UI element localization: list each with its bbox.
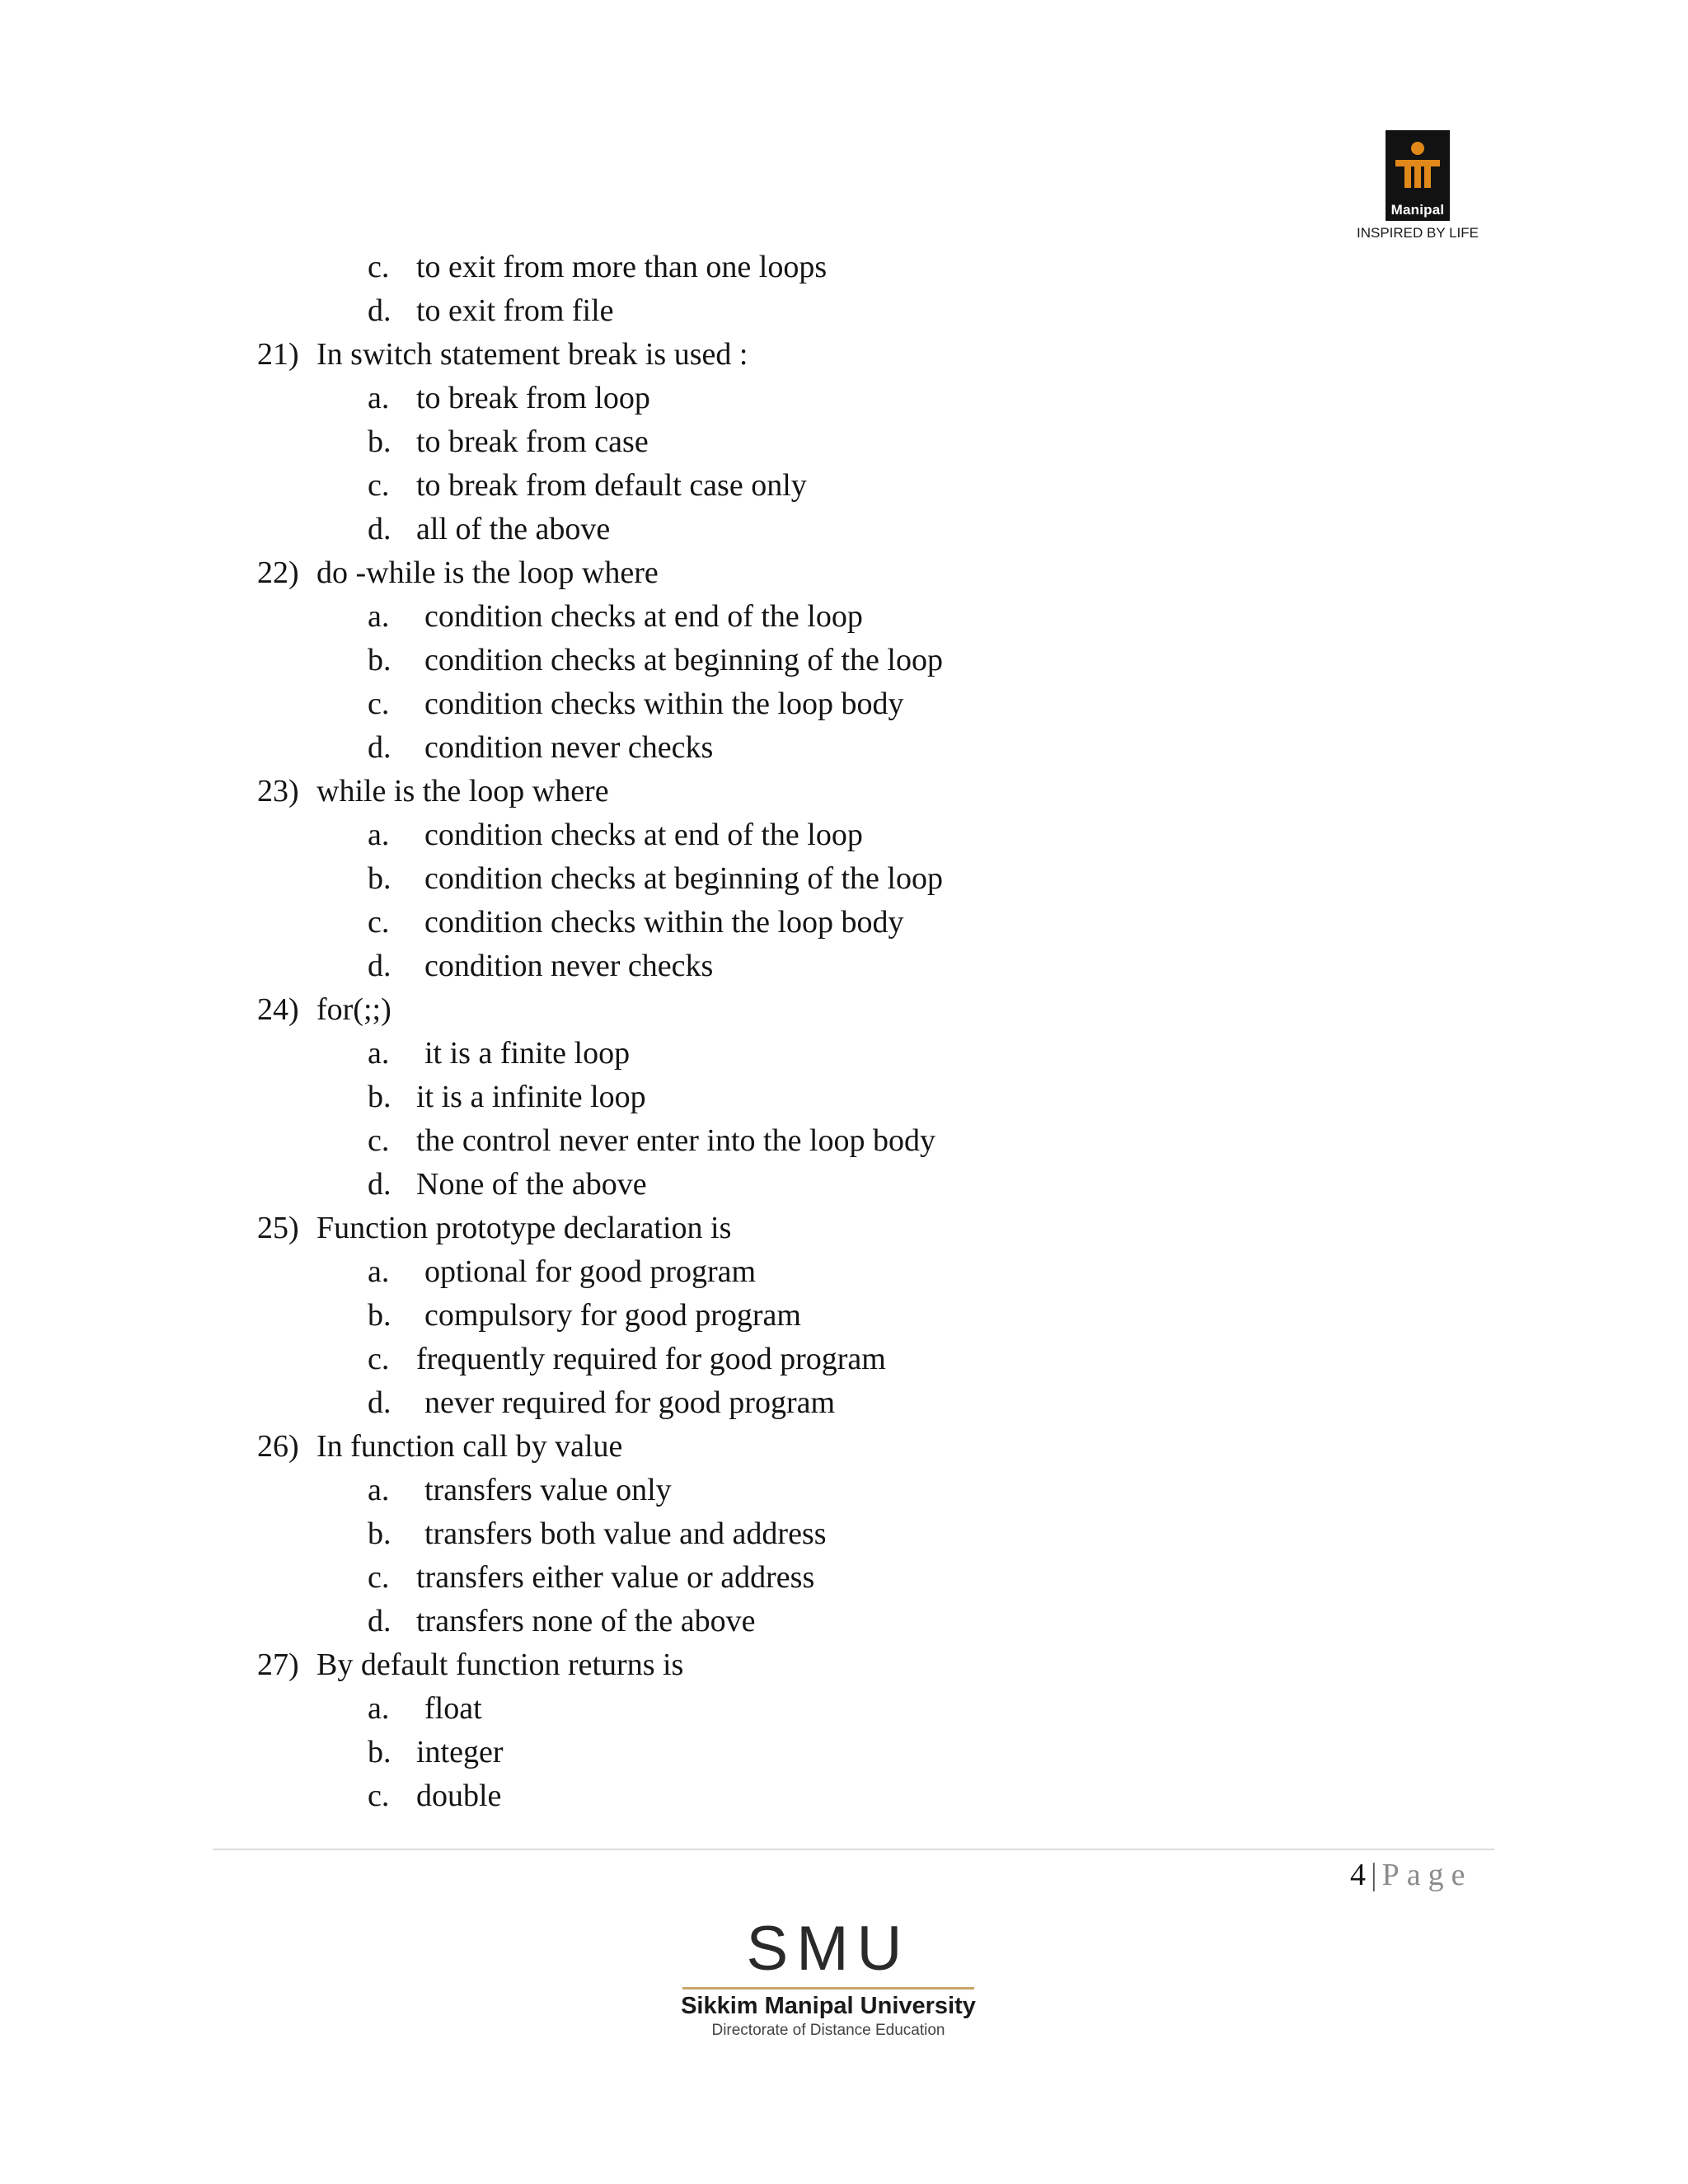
- option-text: transfers either value or address: [416, 1560, 815, 1595]
- option-letter: d.: [368, 512, 392, 546]
- option-line: [0, 944, 1154, 988]
- option-text: all of the above: [416, 512, 611, 546]
- question-number: 23): [257, 774, 299, 808]
- question-line: [0, 988, 1154, 1032]
- option-text: compulsory for good program: [424, 1298, 801, 1333]
- option-letter: a.: [368, 1691, 390, 1726]
- page-number-value: 4: [1350, 1858, 1366, 1892]
- option-line: [0, 1076, 1154, 1119]
- option-letter: d.: [368, 1385, 392, 1420]
- option-text: condition checks at end of the loop: [424, 599, 863, 634]
- question-text: do -while is the loop where: [316, 555, 659, 590]
- option-text: condition never checks: [424, 730, 714, 765]
- option-text: integer: [416, 1735, 504, 1769]
- option-text: the control never enter into the loop body: [416, 1123, 935, 1158]
- option-text: optional for good program: [424, 1254, 757, 1289]
- option-line: [0, 1163, 1154, 1207]
- option-letter: a.: [368, 1254, 390, 1289]
- option-line: [0, 1556, 1154, 1600]
- option-letter: c.: [368, 687, 390, 721]
- option-line: [0, 1032, 1154, 1076]
- option-text: it is a finite loop: [424, 1036, 631, 1071]
- option-letter: a.: [368, 1036, 390, 1071]
- question-number: 25): [257, 1211, 299, 1245]
- option-text: to break from default case only: [416, 468, 807, 503]
- option-line: [0, 246, 1154, 289]
- option-text: condition checks at beginning of the loop: [424, 861, 943, 896]
- question-number: 27): [257, 1647, 299, 1682]
- option-text: transfers both value and address: [424, 1516, 827, 1551]
- option-text: double: [416, 1779, 502, 1813]
- option-line: [0, 595, 1154, 639]
- option-text: frequently required for good program: [416, 1342, 886, 1376]
- option-line: [0, 1294, 1154, 1338]
- option-line: [0, 289, 1154, 333]
- option-text: condition never checks: [424, 949, 714, 983]
- option-text: condition checks within the loop body: [424, 687, 904, 721]
- logo-word: Manipal: [1390, 202, 1445, 218]
- option-letter: b.: [368, 1080, 392, 1114]
- page-number: [1350, 1852, 1472, 1898]
- option-text: condition checks within the loop body: [424, 905, 904, 940]
- option-letter: d.: [368, 949, 392, 983]
- option-letter: b.: [368, 861, 392, 896]
- option-letter: d.: [368, 293, 392, 328]
- option-text: transfers value only: [424, 1473, 672, 1507]
- question-number: 22): [257, 555, 299, 590]
- question-line: [0, 770, 1154, 813]
- option-line: [0, 639, 1154, 682]
- option-line: [0, 901, 1154, 944]
- option-letter: c.: [368, 1123, 390, 1158]
- option-text: transfers none of the above: [416, 1604, 756, 1638]
- option-line: [0, 1774, 1154, 1818]
- option-line: [0, 1469, 1154, 1512]
- option-line: [0, 726, 1154, 770]
- option-letter: d.: [368, 1604, 392, 1638]
- option-line: [0, 1687, 1154, 1731]
- option-text: never required for good program: [424, 1385, 836, 1420]
- question-number: 24): [257, 992, 299, 1027]
- option-letter: d.: [368, 1167, 392, 1202]
- option-line: [0, 1119, 1154, 1163]
- logo-tagline: INSPIRED BY LIFE: [1356, 225, 1479, 241]
- option-letter: b.: [368, 643, 392, 677]
- option-letter: a.: [368, 381, 390, 415]
- manipal-emblem-icon: [1386, 130, 1450, 221]
- option-letter: b.: [368, 424, 392, 459]
- option-line: [0, 1731, 1154, 1774]
- option-letter: a.: [368, 1473, 390, 1507]
- option-letter: a.: [368, 818, 390, 852]
- question-text: Function prototype declaration is: [316, 1211, 732, 1245]
- option-text: it is a infinite loop: [416, 1080, 646, 1114]
- option-text: to exit from more than one loops: [416, 250, 828, 284]
- question-text: In switch statement break is used :: [316, 337, 748, 372]
- option-text: to break from case: [416, 424, 649, 459]
- university-name: Sikkim Manipal University: [681, 1993, 976, 2019]
- option-line: [0, 857, 1154, 901]
- question-line: [0, 1207, 1154, 1250]
- question-number: 26): [257, 1429, 299, 1464]
- option-letter: c.: [368, 905, 390, 940]
- option-letter: d.: [368, 730, 392, 765]
- option-line: [0, 377, 1154, 420]
- option-line: [0, 682, 1154, 726]
- page-word: Page: [1381, 1858, 1473, 1892]
- option-line: [0, 813, 1154, 857]
- option-letter: c.: [368, 1779, 390, 1813]
- option-letter: c.: [368, 1342, 390, 1376]
- question-line: [0, 1425, 1154, 1469]
- option-line: [0, 1381, 1154, 1425]
- option-letter: c.: [368, 468, 390, 503]
- option-letter: c.: [368, 250, 390, 284]
- option-letter: a.: [368, 599, 390, 634]
- option-text: float: [424, 1691, 482, 1726]
- option-line: [0, 1250, 1154, 1294]
- option-letter: c.: [368, 1560, 390, 1595]
- question-text: In function call by value: [316, 1429, 623, 1464]
- page-separator: |: [1371, 1858, 1377, 1892]
- question-text: while is the loop where: [316, 774, 609, 808]
- manipal-logo: [1343, 130, 1492, 241]
- option-text: condition checks at beginning of the loop: [424, 643, 943, 677]
- department-name: Directorate of Distance Education: [711, 2022, 945, 2039]
- footer-divider: [213, 1849, 1494, 1850]
- option-text: None of the above: [416, 1167, 647, 1202]
- smu-rule: [682, 1987, 974, 1990]
- smu-letters: SMU: [746, 1914, 911, 1984]
- question-text: By default function returns is: [316, 1647, 684, 1682]
- question-number: 21): [257, 337, 299, 372]
- option-line: [0, 1512, 1154, 1556]
- question-text: for(;;): [316, 992, 392, 1027]
- option-letter: b.: [368, 1516, 392, 1551]
- option-line: [0, 1338, 1154, 1381]
- option-line: [0, 464, 1154, 508]
- option-text: to exit from file: [416, 293, 614, 328]
- option-letter: b.: [368, 1735, 392, 1769]
- option-line: [0, 1600, 1154, 1643]
- question-line: [0, 551, 1154, 595]
- question-list: [0, 246, 1154, 1818]
- option-letter: b.: [368, 1298, 392, 1333]
- smu-logo: [676, 1916, 981, 2040]
- option-text: to break from loop: [416, 381, 650, 415]
- option-line: [0, 508, 1154, 551]
- question-line: [0, 1643, 1154, 1687]
- option-line: [0, 420, 1154, 464]
- question-line: [0, 333, 1154, 377]
- option-text: condition checks at end of the loop: [424, 818, 863, 852]
